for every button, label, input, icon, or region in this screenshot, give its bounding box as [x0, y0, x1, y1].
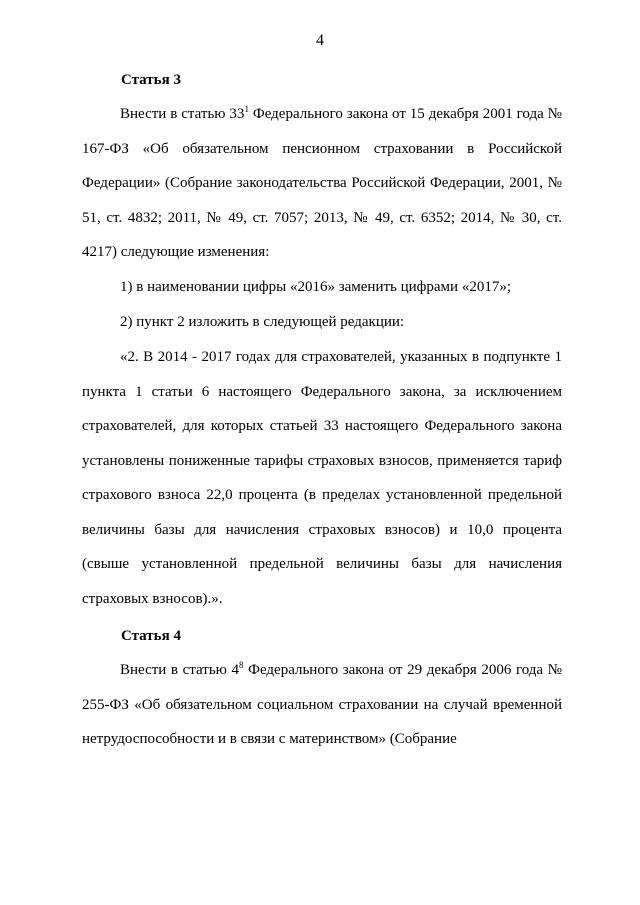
article-3-heading: Статья 3	[121, 72, 181, 88]
article-4-heading: Статья 4	[121, 628, 181, 644]
article-3-item-1: 1) в наименовании цифры «2016» заменить цифрами «2017»;	[120, 279, 511, 295]
article-3-quoted-text: «2. В 2014 - 2017 годах для страхователей, указанных в подпункте 1 пункта 1 статьи 6 настоящего Федерального закона, за исключением страхователей, для которых статьей 33 настоящего Федерального закона установлены пониженные тарифы страховых взносов, применяется тариф страхового взноса 22,0 процента (в пределах установленной предельной величины базы для начисления страховых взносов) и 10,0 процента (свыше установленной предельной величины базы для начисления страховых взносов).».	[82, 349, 562, 607]
article-3-item-2: 2) пункт 2 изложить в следующей редакции:	[120, 314, 405, 330]
article-3-intro-start: Внести в статью 33	[120, 106, 245, 122]
article-4-intro-rest: Федерального закона от 29 декабря 2006 года № 255-ФЗ «Об обязательном социальном страховании на случай временной нетрудоспособности и в связи с материнством» (Собрание	[82, 662, 562, 747]
article-3-intro-superscript: 1	[244, 104, 249, 114]
article-4-intro-paragraph	[82, 653, 562, 757]
page-number: 4	[316, 32, 324, 49]
article-4-intro-start: Внести в статью 4	[120, 662, 239, 678]
article-3-intro-paragraph	[82, 97, 562, 270]
article-3-intro-rest: Федерального закона от 15 декабря 2001 года № 167-ФЗ «Об обязательном пенсионном страховании в Российской Федерации» (Собрание законодательства Российской Федерации, 2001, № 51, ст. 4832; 2011, № 49, ст. 7057; 2013, № 49, ст. 6352; 2014, № 30, ст. 4217) следующие изменения:	[82, 106, 562, 260]
article-4-intro-superscript: 8	[238, 660, 244, 670]
